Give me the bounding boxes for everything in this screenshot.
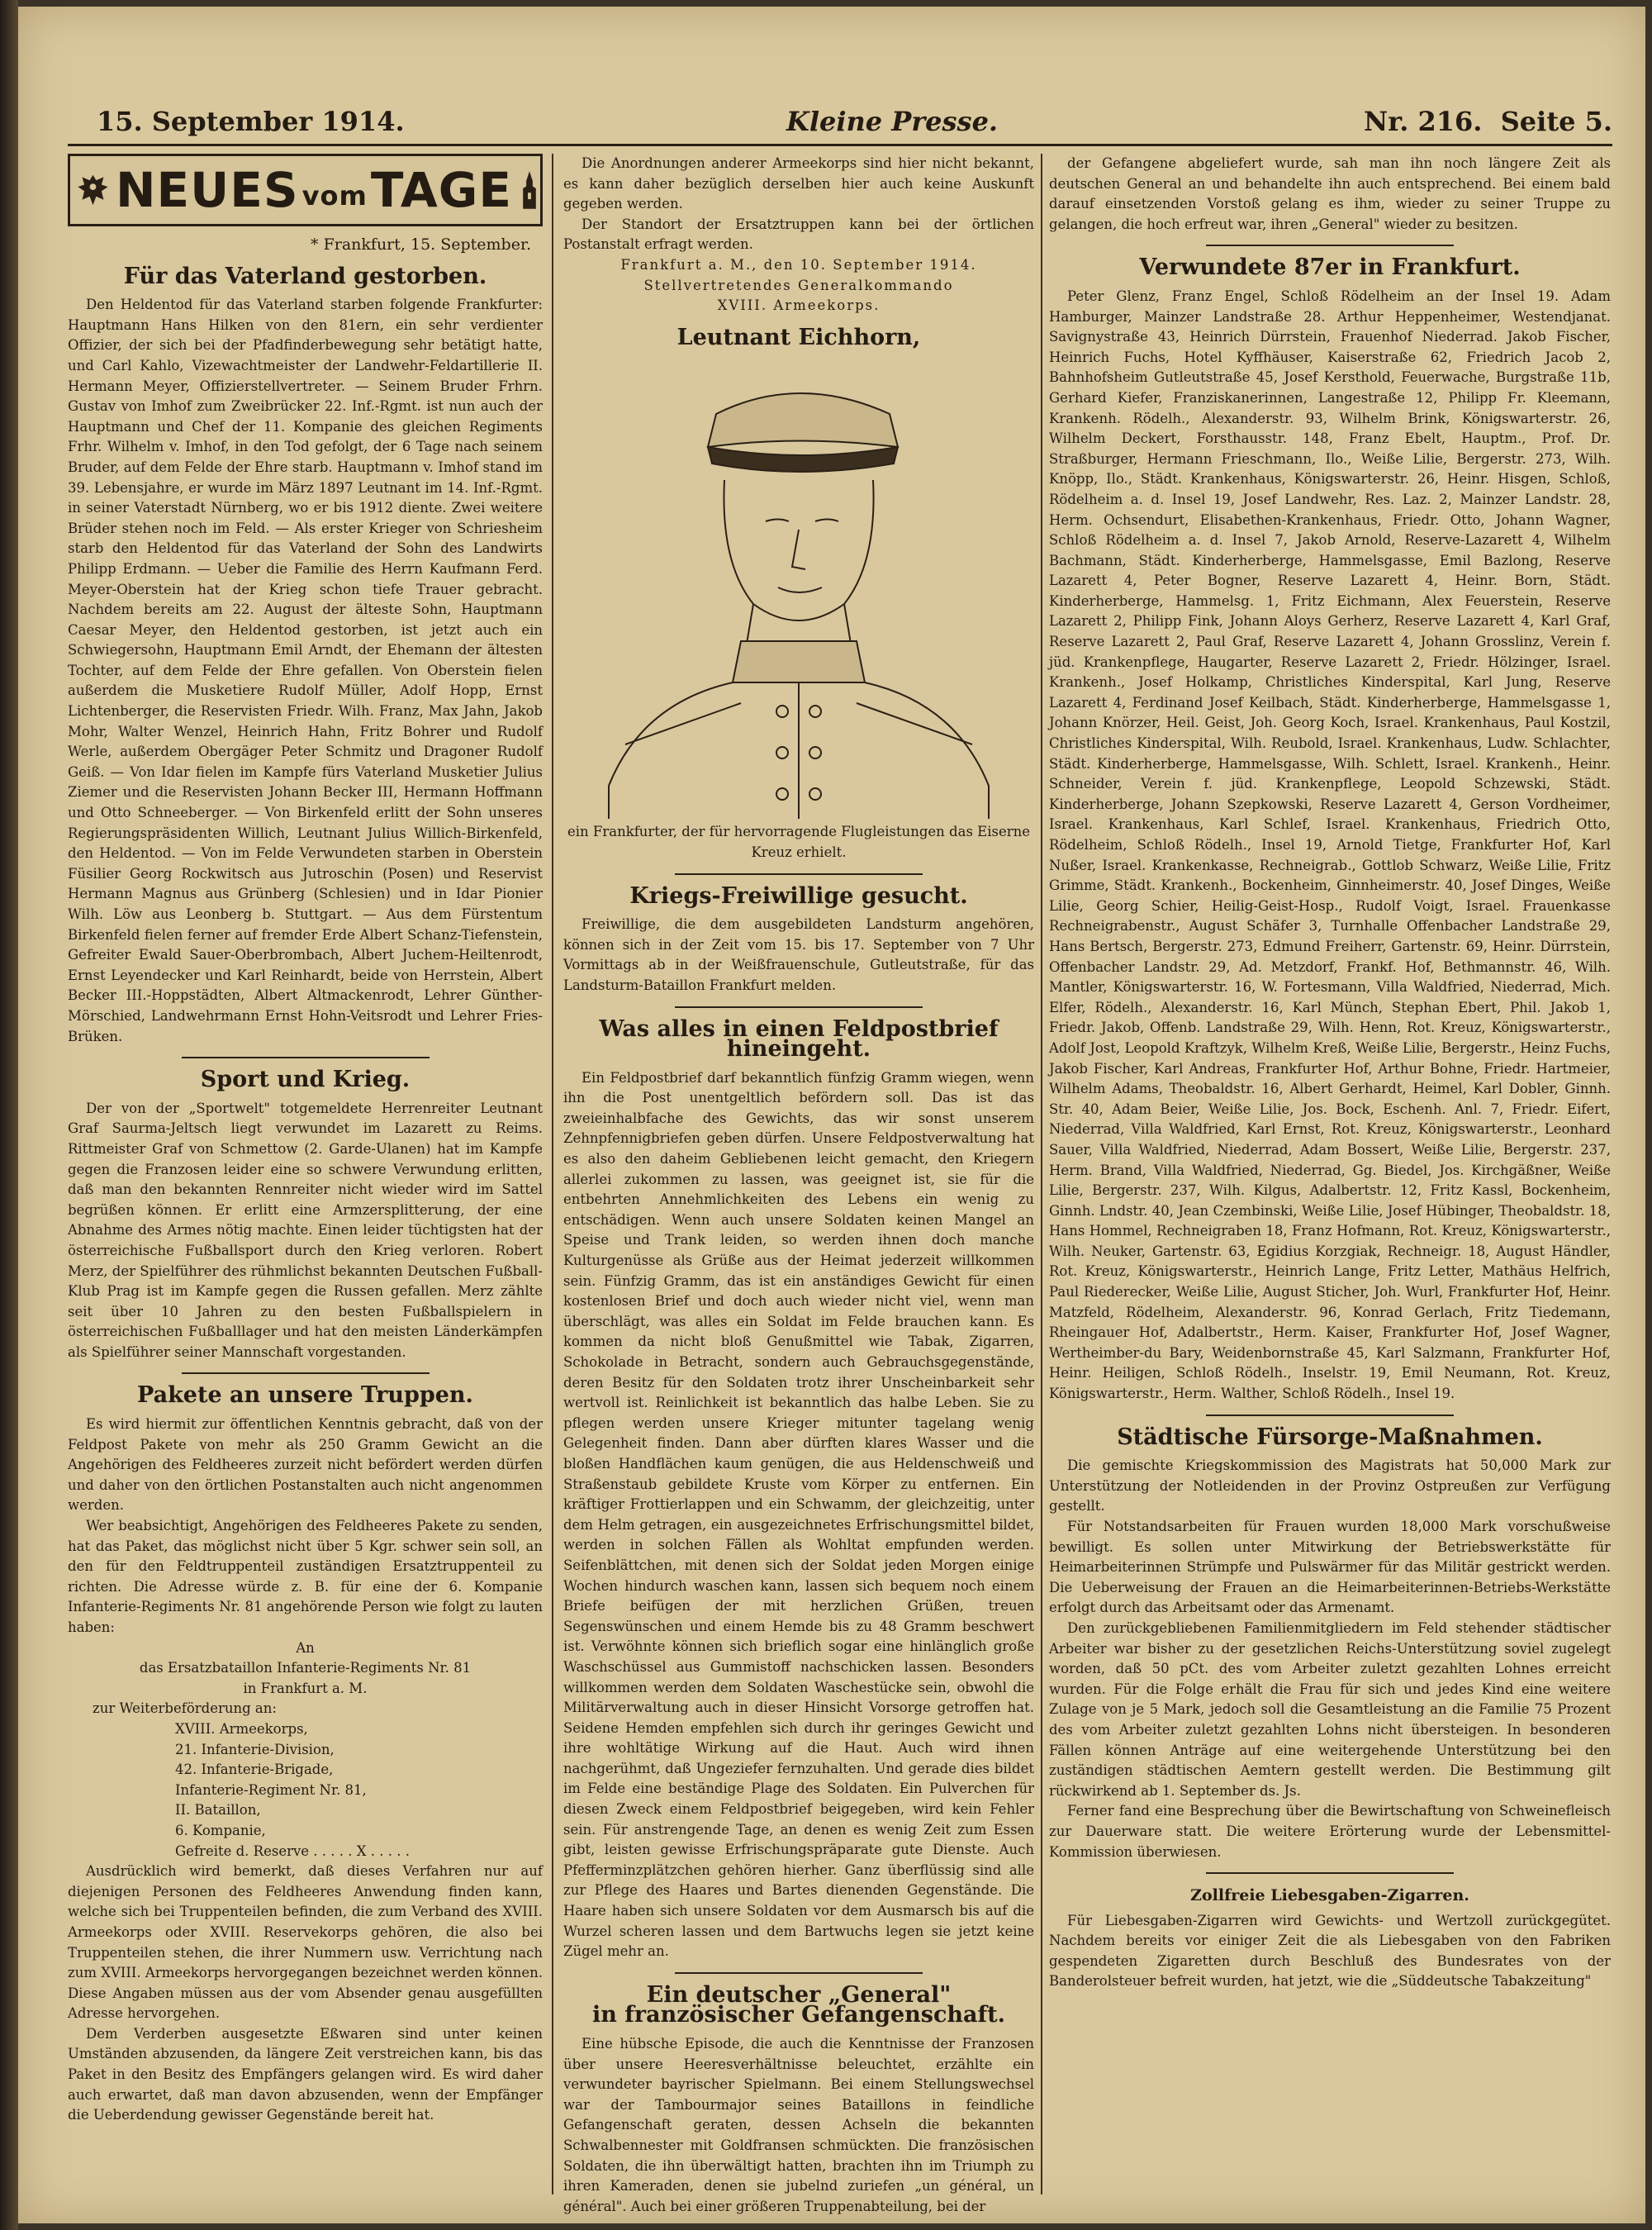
page-edge — [0, 0, 18, 2230]
masthead-word-2: vom — [301, 179, 368, 212]
masthead-word-1: NEUES — [115, 161, 299, 218]
signature-line: XVIII. Armeekorps. — [717, 297, 881, 314]
article-text: Für Liebesgaben-Zigarren wird Gewichts- und Wertzoll zurückgegütet. Nachdem bereits vor einiger Zeit die als Liebesgaben von den Fabriken gespendeten Zigaretten durch Beschluß des Bundesrates von der Banderolsteuer befreit wurden, hat jetzt, wie die „Süddeutsche Tabakzeitung" — [1049, 1912, 1611, 1990]
eagle-icon — [77, 164, 109, 216]
article-text: Der Standort der Ersatztruppen kann bei der örtlichen Postanstalt erfragt werden. — [563, 216, 1034, 253]
separator — [182, 1057, 430, 1058]
article-text: Den Heldentod für das Vaterland starben folgende Frankfurter: Hauptmann Hans Hilken von den 81ern, ein sehr verdienter Offizier, der sich bei der Pfadfinderbewegung sehr betätigt hatte, und Carl Kahlo, Vizewachtmeister der Landwehr-Feldartillerie II. Hermann Meyer, Offizierstellvertreter. — Seinem Bruder Frhrn. Gustav von Imhof zum Zweibrücker 22. Inf.-Rgmt. ist nun auch der Hauptmann und Chef der 11. Kompanie des gleichen Regiments Frhr. Wilhelm v. Imhof, in den Tod gefolgt, der 6 Tage nach seinem Bruder, auf dem Felde der Ehre starb. Hauptmann v. Imhof stand im 39. Lebensjahre, er wurde im März 1897 Leutnant im 14. Inf.-Rgmt. in seiner Vaterstadt Nürnberg, wo er bis 1912 diente. Zwei weitere Brüder stehen noch im Feld. — Als erster Krieger von Schriesheim starb den Heldentod für das Vaterland der Sohn des Landwirts Philipp Erdmann. — Ueber die Familie des Herrn Kaufmann Ferd. Meyer-Oberstein hat der Krieg schon tiefe Trauer gebracht. Nachdem bereits am 22. August der älteste Sohn, Hauptmann Caesar Meyer, den Heldentod gestorben, ist jetzt auch ein Schwiegersohn, Hauptmann Emil Arndt, der Ehemann der ältesten Tochter, auf dem Felde der Ehre gefallen. Von Oberstein fielen außerdem die Musketiere Rudolf Müller, Adolf Hopp, Ernst Lichtenberger, die Reservisten Friedr. Wilh. Franz, Max Jahn, Jakob Mohr, Walter Wenzel, Heinrich Hahn, Fritz Bohrer und Rudolf Werle, außerdem Obergäger Peter Schmitz und Dragoner Rudolf Geiß. — Von Idar fielen im Kampfe fürs Vaterland Musketier Julius Ziemer und die Reservisten Johann Becker III, Hermann Hoffmann und Otto Schneeberger. — Von Birkenfeld erlitt der Sohn unseres Regierungspräsidenten Willich, Leutnant Julius Willich-Birkenfeld, den Heldentod. — Von im Felde Verwundeten starben in Oberstein Füsilier Georg Rockwitsch aus Jutroschin (Posen) und Reservist Hermann Magnus aus Grünberg (Schlesien) und in Idar Pionier Wilh. Löw aus Leonberg b. Stuttgart. — Aus dem Fürstentum Birkenfeld fielen ferner auf fremder Erde Albert Schanz-Tiefenstein, Gefreiter Ewald Sauer-Oberbrombach, Albert Juchem-Heiltenrodt, Ernst Leyendecker und Karl Reinhardt, beide von Herrstein, Albert Becker III.-Hoppstädten, Albert Altmackenrodt, Lehrer Günther-Mörschied, Landwehrmann Ernst Hohn-Veitsrodt und Lehrer Fries-Brüken. — [68, 297, 543, 1044]
column-divider — [552, 154, 553, 2194]
headline-zigarren: Zollfreie Liebesgaben-Zigarren. — [1190, 1886, 1469, 1905]
headline-gestorben: Für das Vaterland gestorben. — [123, 263, 487, 289]
headline-feldpostbrief: Was alles in einen Feldpostbrief hineingeht. — [599, 1015, 999, 1063]
article-text: Freiwillige, die dem ausgebildeten Landsturm angehören, können sich in der Zeit vom 15. bis 17. September von 7 Uhr Vormittags ab in der Weißfrauenschule, Gutleutstraße, für das Landsturm-Bataillon Frankfurt melden. — [563, 916, 1034, 993]
cathedral-icon — [519, 159, 540, 221]
issue-date: 15. September 1914. — [97, 106, 405, 137]
article-text: der Gefangene abgeliefert wurde, sah man ihn noch längere Zeit als deutschen General an und behandelte ihn auch entsprechend. Bei einem bald darauf einsetzenden Vorstoß gelang es ihm, wieder zu seiner Truppe zu gelangen, die hoch erfreut war, ihren „General" wieder zu besitzen. — [1049, 155, 1611, 232]
article-text: Die Anordnungen anderer Armeekorps sind hier nicht bekannt, es kann daher bezüglich derselben hier auch keine Auskunft gegeben werden. — [563, 155, 1034, 212]
issue-number: Nr. 216. Seite 5. — [1364, 106, 1612, 137]
article-text: Den zurückgebliebenen Familienmitgliedern im Feld stehender städtischer Arbeiter war bisher zu der gesetzlichen Reichs-Unterstützung soviel zugelegt worden, daß 50 pCt. des vom Arbeiter zuletzt gezahlten Lohnes erreicht wurden. Für die Folge erhält die Frau für sich und jedes Kind eine weitere Zulage von je 5 Mark, jedoch soll die Gesamtleistung an die Familie 75 Prozent des vom Arbeiter zuletzt gezahlten Lohns nicht übersteigen. In besonderen Fällen können Anträge auf eine weitergehende Unterstützung bei den zuständigen städtischen Aemtern gestellt werden. Die Bestimmung gilt rückwirkend ab 1. September ds. Js. — [1049, 1619, 1611, 1799]
article-text: Ferner fand eine Besprechung über die Bewirtschaftung von Schweinefleisch zur Dauerware statt. Die weitere Erörterung wurde der Lebensmittel-Kommission überwiesen. — [1049, 1803, 1611, 1860]
address-line: II. Bataillon, — [175, 1802, 261, 1819]
section-masthead — [68, 154, 543, 226]
signature-line: Frankfurt a. M., den 10. September 1914. — [620, 256, 977, 273]
article-text: Dem Verderben ausgesetzte Eßwaren sind unter keinen Umständen abzusenden, da längere Zeit verstreichen kann, bis das Paket in den Besitz des Empfängers gelangen wird. Es wird daher auch erwartet, daß man davon abzusenden, wenn der Empfänger die Ueberdendung gewisser Gegenstände bereit hat. — [68, 2025, 543, 2123]
dateline: * Frankfurt, 15. September. — [311, 235, 531, 254]
article-text: Peter Glenz, Franz Engel, Schloß Rödelheim an der Insel 19. Adam Hamburger, Mainzer Landstraße 28. Arthur Heppenheimer, Westendjanat. Savignystraße 43, Heinrich Dürrstein, Frauenhof Niederrad. Jakob Fischer, Heinrich Fuchs, Hotel Kyffhäuser, Kaiserstraße 62, Friedrich Jacob 2, Bahnhofsheim Gutleutstraße 45, Josef Kersthold, Feuerwache, Burgstraße 11b, Gerhard Kiefer, Franziskanerinnen, Langestraße 12, Philipp Fr. Kleemann, Krankenh. Rödelh., Alexanderstr. 93, Wilhelm Brink, Königswarterstr. 26, Wilhelm Deckert, Forsthausstr. 148, Franz Ebelt, Hauptm., Prof. Dr. Straßburger, Hermann Frieschmann, Ilo., Weiße Lilie, Bergerstr. 273, Wilh. Knöpp, Ilo., Städt. Krankenhaus, Königswarterstr. 26, Heinr. Hisgen, Schloß, Rödelheim a. d. Insel 19, Josef Landwehr, Res. Laz. 2, Mainzer Landstr. 28, Herm. Ochsendurt, Elisabethen-Krankenhaus, Friedr. Otto, Johann Wagner, Schloß Rödelheim a. d. Insel 7, Jakob Arnold, Reserve-Lazarett 4, Wilhelm Bachmann, Städt. Kinderherberge, Hammelsgasse, Emil Bazlong, Reserve Lazarett 4, Peter Bogner, Reserve Lazarett 4, Heinr. Born, Städt. Kinderherberge, Hammelsg. 1, Fritz Eichmann, Alex Feuerstein, Reserve Lazarett 2, Philipp Fink, Johann Aloys Gerherz, Reserve Lazarett 4, Karl Graf, Reserve Lazarett 2, Paul Graf, Reserve Lazarett 4, Johann Grosslinz, Verein f. jüd. Krankenpflege, Haugarter, Reserve Lazarett 2, Friedr. Hölzinger, Israel. Krankenh., Josef Holkamp, Christliches Kinderspital, Karl Jung, Reserve Lazarett 4, Ferdinand Josef Keilbach, Städt. Kinderherberge, Hammelsgasse 1, Johann Knörzer, Heil. Geist, Joh. Georg Koch, Israel. Krankenhaus, Paul Kostzil, Christliches Kinderspital, Wilh. Reubold, Israel. Krankenhaus, Ludw. Schlachter, Städt. Kinderherberge, Hammelsgasse, Wilh. Schlett, Israel. Krankenh., Heinr. Schneider, Verein f. jüd. Krankenpflege, Leopold Schzewski, Städt. Kinderherberge, Johann Szepkowski, Reserve Lazarett 4, Gerson Vordheimer, Israel. Krankenhaus, Karl Schlef, Israel. Krankenhaus, Friedrich Otto, Rödelheim, Schloß Rödelh., Insel 19, Arnold Tietge, Frankfurter Hof, Karl Nußer, Israel. Krankenkasse, Rechneigrab., Gottlob Schwarz, Weiße Lilie, Fritz Grimme, Städt. Krankenh., Bockenheim, Ginnheimerstr. 40, Josef Dinges, Weiße Lilie, Georg Schier, Heilig-Geist-Hosp., Rudolf Voigt, Israel. Frauenkasse Rechneigrabenstr., August Schäfer 3, Turnhalle Offenbacher Landstraße 29, Hans Bertsch, Bergerstr. 273, Edmund Freiherr, Gartenstr. 69, Heinr. Dürrstein, Offenbacher Landstr. 29, Ad. Metzdorf, Frankf. Hof, Bethmannstr. 46, Wilh. Mantler, Königswarterstr. 16, W. Fortesmann, Villa Waldfried, Niederrad, Mich. Elfer, Rödelh., Alexanderstr. 16, Karl Münch, Stephan Ebert, Phil. Jakob 1, Friedr. Jakob, Offenb. Landstraße 29, Wilh. Henn, Rot. Kreuz, Königswarterstr., Adolf Jost, Leopold Kraftzyk, Wilhelm Kreß, Weiße Lilie, Bergerstr., Heinz Fuchs, Jakob Fischer, Karl Andreas, Frankfurter Hof, Arthur Bohne, Friedr. Hartmeier, Wilhelm Adams, Theobaldstr. 16, Albert Gerhardt, Heimel, Karl Dobler, Ginnh. Str. 40, Adam Beier, Weiße Lilie, Jos. Bock, Eschenh. Anl. 7, Friedr. Eifert, Niederrad, Villa Waldfried, Karl Ernst, Rot. Kreuz, Königswarterstr., Leonhard Sauer, Villa Waldfried, Niederrad, Adam Bossert, Weiße Lilie, Bergerstr. 237, Herm. Brand, Villa Waldfried, Niederrad, Gg. Biedel, Jos. Kirchgäßner, Weiße Lilie, Bergerstr. 237, Wilh. Kilgus, Adalbertstr. 12, Fritz Kassl, Bockenheim, Ginnh. Lndstr. 40, Jean Czembinski, Weiße Lilie, Josef Hübinger, Theobaldstr. 18, Hans Hommel, Rechneigraben 18, Franz Hofmann, Rot. Kreuz, Königswarterstr., Wilh. Neuker, Gartenstr. 63, Egidius Korzgiak, Rechneigr. 18, August Händler, Rot. Kreuz, Königswarterstr., Heinrich Lange, Fritz Letter, Mathäus Helfrich, Paul Riederecker, Weiße Lilie, August Sticher, Joh. Wurl, Frankfurter Hof, Heinr. Matzfeld, Rödelheim, Alexanderstr. 96, Konrad Gerlach, Fritz Tiedemann, Rheingauer Hof, Adalbertstr., Herm. Kaiser, Frankfurter Hof, Josef Wagner, Wertheimber-du Bary, Weidenbornstraße 45, Karl Salzmann, Frankfurter Hof, Heinr. Heiligen, Schloß Rödelh., Inselstr. 19, Emil Neumann, Rot. Kreuz, Königswarterstr., Herm. Walther, Schloß Rödelh., Insel 19. — [1049, 288, 1611, 1402]
separator — [182, 1372, 430, 1374]
column-3 — [1049, 154, 1611, 1992]
headline-general: Ein deutscher „General" — [646, 1981, 952, 2008]
headline-general-sub: in französischer Gefangenschaft. — [591, 2002, 1006, 2028]
page-header — [97, 106, 1612, 144]
address-line: 21. Infanterie-Division, — [175, 1741, 335, 1757]
separator — [675, 1972, 923, 1974]
column-divider — [1041, 154, 1042, 2194]
article-text: Die gemischte Kriegskommission des Magistrats hat 50,000 Mark zur Unterstützung der Notleidenden in der Provinz Ostpreußen zur Verfügung gestellt. — [1049, 1457, 1611, 1514]
address-line: 42. Infanterie-Brigade, — [175, 1762, 334, 1778]
header-rule — [68, 144, 1612, 146]
headline-sport: Sport und Krieg. — [200, 1067, 411, 1093]
masthead-word-3: TAGE — [370, 161, 513, 218]
address-line: Gefreite d. Reserve . . . . . X . . . . . — [175, 1842, 410, 1859]
article-text: Ein Feldpostbrief darf bekanntlich fünfzig Gramm wiegen, wenn ihn die Post unentgeltlich befördern soll. Das ist das zweieinhalbfache des Gewichts, das wir sonst unserem Zehnpfennigbriefen geben dürfen. Unsere Feldpostverwaltung hat es also den daheim Gebliebenen leicht gemacht, den Kriegern allerlei zukommen zu lassen, was geeignet ist, sie für die entbehrten Annehmlichkeiten des Lebens ein wenig zu entschädigen. Wenn auch unsere Soldaten keinen Mangel an Speise und Trank leiden, so werden ihnen doch manche Kulturgenüsse als Grüße aus der Heimat jederzeit willkommen sein. Fünfzig Gramm, das ist ein anständiges Gewicht für einen kostenlosen Brief und doch auch wieder nicht viel, wenn man überschlägt, was alles ein Soldat im Felde brauchen kann. Es kommen da nicht bloß Genußmittel wie Tabak, Zigarren, Schokolade in Betracht, sondern auch Gebrauchsgegenstände, deren Besitz für den Soldaten trotz ihrer Unscheinbarkeit sehr wertvoll ist. Reinlichkeit ist bekanntlich das halbe Leben. Sie zu pflegen werden unsere Krieger mitunter tagelang wenig Gelegenheit finden. Dann aber dürften klares Wasser und die bloßen Handflächen kaum genügen, die aus Heldenschweiß und Straßenstaub gebildete Kruste vom Körper zu entfernen. Ein kräftiger Frottierlappen und ein Schwamm, der gleichzeitig, unter dem Helm getragen, ein ausgezeichnetes Erfrischungsmittel bildet, werden in solchen Fällen als Wohltat empfunden werden. Seifenblättchen, mit denen sich der Soldat jeden Morgen einige Wochen hindurch waschen kann, lassen sich bequem noch einem Briefe beifügen der mit herzlichen Grüßen, treuen Segenswünschen und einem Hemde bis zu 48 Gramm beschwert ist. Verwöhnte können sich brieflich sogar eine hinlänglich große Waschschüssel aus Gummistoff nachschicken lassen. Besonders willkommen werden dem Soldaten Waschestücke sein, obwohl die Militärverwaltung auch in dieser Hinsicht Vorsorge getroffen hat. Seidene Hemden empfehlen sich durch ihr geringes Gewicht und ihre wohltätige Wirkung auf die Haut. Auch wird ihnen nachgerühmt, daß Ungeziefer fernzuhalten. Und gerade dies bildet im Felde eine beständige Plage des Soldaten. Ein Pulverchen für diesen Zweck einem Feldpostbrief beigegeben, wird kein Fehler sein. Für anstrengende Tage, an denen es wenig Zeit zum Essen gibt, leisten gewisse Erfrischungspräparate gute Dienste. Auch Pfefferminzplätzchen gehören hierher. Ganz überflüssig sind alle zur Pflege des Haares und Bartes dienenden Gegenstände. Die Haare haben sich unsere Soldaten vor dem Ausmarsch bis auf die Wurzel scheren lassen und dem Bartwuchs legen sie jetzt keine Zügel mehr an. — [563, 1069, 1034, 1960]
column-2 — [563, 154, 1034, 2217]
separator — [675, 873, 923, 875]
article-text: Ausdrücklich wird bemerkt, daß dieses Verfahren nur auf diejenigen Personen des Feldheeres Anwendung finden kann, welche sich bei Truppenteilen befinden, die zum Verband des XVIII. Armeekorps oder XVIII. Reservekorps gehören, die also bei Truppenteilen stehen, die ihrer Nummern usw. Verrichtung nach zum XVIII. Armeekorps hervorgegangen bezeichnet werden können. Diese Angaben müssen aus der vom Absender genau ausgefüllten Adresse hervorgehen. — [68, 1863, 543, 2022]
column-1 — [68, 154, 543, 2126]
article-text: Eine hübsche Episode, die auch die Kenntnisse der Franzosen über unsere Heeresverhältnisse beleuchtet, erzählte ein verwundeter bayrischer Spielmann. Bei einem Stellungswechsel war der Tambourmajor seines Bataillons in feindliche Gefangenschaft geraten, dessen Achseln die bekannten Schwalbennester mit Goldfransen schmückten. Die französischen Soldaten, die ihn überwältigt hatten, brachten ihn im Triumph zu ihren Kameraden, denen sie jubelnd zuriefen „un général, un général". Auch bei einer größeren Truppenabteilung, bei der — [563, 2036, 1034, 2214]
address-line: XVIII. Armeekorps, — [175, 1720, 308, 1737]
portrait-caption: ein Frankfurter, der für hervorragende Flugleistungen das Eiserne Kreuz erhielt. — [567, 824, 1031, 860]
headline-fuersorge: Städtische Fürsorge-Maßnahmen. — [1117, 1424, 1543, 1450]
signature-line: Stellvertretendes Generalkommando — [643, 277, 954, 293]
paper-name: Kleine Presse. — [786, 106, 999, 137]
address-line: An — [296, 1639, 315, 1656]
headline-pakete: Pakete an unsere Truppen. — [137, 1382, 473, 1409]
address-line: das Ersatzbataillon Infanterie-Regiments Nr. 81 — [139, 1660, 472, 1676]
article-text: Für Notstandsarbeiten für Frauen wurden 18,000 Mark vorschußweise bewilligt. Es sollen unter Mitwirkung der Betriebswerkstätte für Heimarbeiterinnen Strümpfe und Pulswärmer für das Militär gestrickt werden. Die Ueberweisung der Frauen an die Heimarbeiterinnen-Betriebs-Werkstätte erfolgt durch das Arbeitsamt oder das Armenamt. — [1049, 1519, 1611, 1616]
article-text: Wer beabsichtigt, Angehörigen des Feldheeres Pakete zu senden, hat das Paket, das möglichst nicht über 5 Kgr. schwer sein soll, an den für den Feldtruppenteil zuständigen Ersatztruppenteil zu richten. Die Adresse würde z. B. für eine der 6. Kompanie Infanterie-Regiments Nr. 81 angehörende Person wie folgt zu lauten haben: — [68, 1518, 543, 1635]
address-line: in Frankfurt a. M. — [243, 1680, 368, 1696]
headline-eichhorn: Leutnant Eichhorn, — [676, 324, 921, 350]
separator — [1206, 1872, 1454, 1874]
separator — [1206, 245, 1454, 246]
address-line: 6. Kompanie, — [175, 1822, 266, 1838]
headline-freiwillige: Kriegs-Freiwillige gesucht. — [629, 882, 968, 909]
portrait-illustration — [576, 356, 1022, 819]
address-line: zur Weiterbeförderung an: — [93, 1700, 277, 1717]
newspaper-page — [18, 7, 1645, 2223]
separator — [675, 1006, 923, 1008]
article-text: Der von der „Sportwelt" totgemeldete Herrenreiter Leutnant Graf Saurma-Jeltsch liegt verwundet im Lazarett zu Reims. Rittmeister Graf von Schmettow (2. Garde-Ulanen) hat im Kampfe gegen die Franzosen leider eine so schwere Verwundung erlitten, daß man den bekannten Rennreiter nicht wieder wird im Sattel begrüßen können. Er erlitt eine Armzersplitterung, der eine Abnahme des Armes nötig machte. Einen leider tüchtigsten hat der österreichische Fußballsport durch den Krieg verloren. Robert Merz, der Spielführer des rühmlichst bekannten Deutschen Fußball-Klub Prag ist im Kampfe gegen die Russen gefallen. Merz zählte seit über 10 Jahren zu den besten Fußballspielern in österreichischen Fußballlager und hat den meisten Länderkämpfen als Spielführer seiner Mannschaft vorgestanden. — [68, 1100, 543, 1360]
headline-verwundete: Verwundete 87er in Frankfurt. — [1139, 254, 1521, 281]
address-line: Infanterie-Regiment Nr. 81, — [175, 1781, 367, 1798]
article-text: Es wird hiermit zur öffentlichen Kenntnis gebracht, daß von der Feldpost Pakete von mehr als 250 Gramm Gewicht an die Angehörigen des Feldheeres zurzeit nicht befördert werden dürfen und daher von den örtlichen Postanstalten auch nicht angenommen werden. — [68, 1416, 543, 1514]
separator — [1206, 1415, 1454, 1416]
